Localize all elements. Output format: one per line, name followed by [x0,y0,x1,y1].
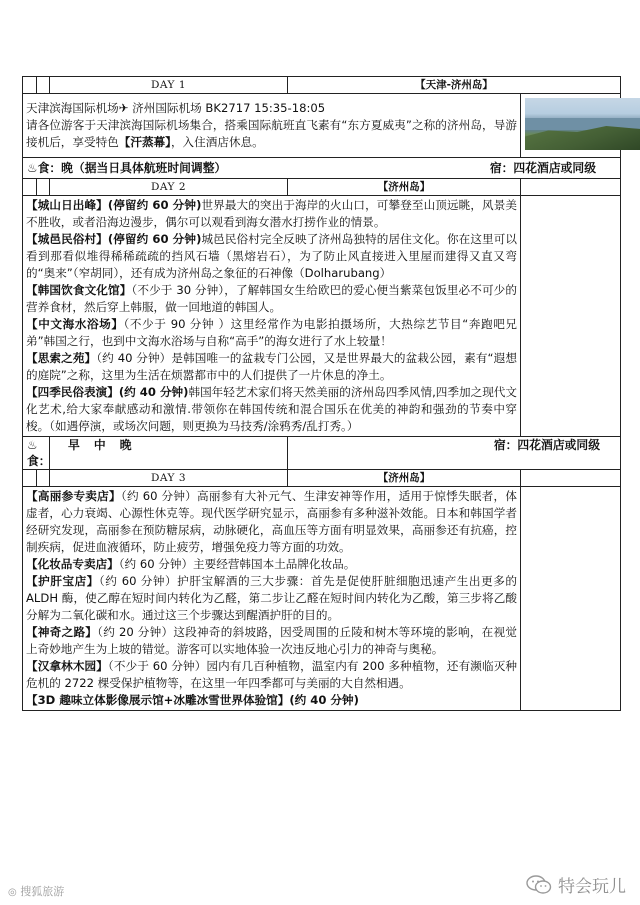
coast-photo [525,98,640,150]
day2-meals: 早 中 晚 [68,438,132,452]
day3-content-row [23,487,621,711]
itinerary-table [22,76,621,711]
list-item: 【中文海水浴场】（不少于 90 分钟 ）这里经常作为电影拍摄场所，大热综艺节目“奔跑吧兄弟”韩国之行，也到中文海水浴场与自称“高手”的海女进行了水上较量！ [26,317,517,348]
list-item: 【汉拿林木园】（不少于 60 分钟）园内有几百种植物，温室内有 200 多种植物，还有濒临灭种危机的 2722 棵受保护植物等，在这里一年四季都可与美丽的大自然相遇。 [26,659,517,690]
list-item: 【四季民俗表演】(约 40 分钟)韩国年轻艺术家们将天然美丽的济州岛四季风情,四季加之现代文化艺术,给大家奉献感动和激情.带领你在韩国传统和混合国乐在优美的神韵和强劲的节奏中穿梭。（如遇停演，或场次问题，则更换为马技秀/涂鸦秀/乱打秀。） [26,385,517,433]
day1-description [23,94,521,158]
day3-description [23,487,521,711]
day3-header-row [23,470,621,487]
day1-photo-cell [521,94,621,158]
list-item: 【化妆品专卖店】（约 60 分钟）主要经营韩国本土品牌化妆品。 [26,557,356,571]
day1-meal-row [23,158,621,179]
day1-label: DAY 1 [50,77,288,94]
sohu-logo-icon: ◎ [8,887,17,898]
day1-location: 【天津-济州岛】 [288,77,621,94]
day1-desc-bold: 【汗蒸幕】 [118,135,171,149]
day1-flight: 天津滨海国际机场✈ 济州国际机场 BK2717 15:35-18:05 [26,101,326,115]
day1-desc-a: 请各位游客于天津滨海国际机场集合，搭乘国际航班直飞素有“东方夏威夷”之称的济州岛，导游接机后，享受特色 [26,118,517,149]
wechat-icon [526,875,552,895]
itinerary-page [22,76,620,711]
day2-meal-row [23,437,621,470]
list-item: 【3D 趣味立体影像展示馆+冰雕冰雪世界体验馆】(约 40 分钟) [26,693,359,707]
day1-desc-b: ，入住酒店休息。 [170,135,264,149]
watermark-left: ◎ 搜狐旅游 [8,885,65,898]
day1-content-row [23,94,621,158]
day2-hotel: 宿：四花酒店或同级 [493,438,601,452]
list-item: 【城山日出峰】(停留约 60 分钟)世界最大的突出于海岸的火山口，可攀登至山顶远眺，风景美不胜收，或者沿海边漫步，偶尔可以观看到海女潜水打捞作业的情景。 [26,198,517,229]
day3-location: 【济州岛】 [288,470,521,487]
day2-header-row [23,179,621,196]
day2-meal-label: ♨食： [27,438,51,468]
day1-meal: ♨食：晚（据当日具体航班时间调整） [27,161,227,175]
list-item: 【思索之苑】（约 40 分钟）是韩国唯一的盆栽专门公园，又是世界最大的盆栽公园，素有“遐想的庭院”之称，这里为生活在烦嚣都市中的人们提供了一片休息的净土。 [26,351,517,382]
watermark-right: 特会玩儿 [526,872,626,897]
day3-label: DAY 3 [50,470,288,487]
list-item: 【韩国饮食文化馆】（不少于 30 分钟），了解韩国女生给欧巴的爱心便当紫菜包饭里必不可少的营养食材，然后穿上韩服，做一回地道的韩国人。 [26,283,517,314]
day2-label: DAY 2 [50,179,288,196]
list-item: 【城邑民俗村】(停留约 60 分钟)城邑民俗村完全反映了济州岛独特的居住文化。你在这里可以看到那看似堆得稀稀疏疏的挡风石墙（黑熔岩石），为了防止风直接进入里屋而建得又直又弯的“奥来”（窄胡同），还有成为济州岛之象征的石神像（Dolharubang） [26,232,517,280]
list-item: 【护肝宝店】（约 60 分钟）护肝宝解酒的三大步骤：首先是促使肝脏细胞迅速产生出更多的 ALDH 酶，使乙醇在短时间内转化为乙醛，第二步让乙醛在短时间内转化为乙酸，第三步将乙酸分解为二氧化碳和水。通过这三个步骤达到醒酒护肝的目的。 [26,574,517,622]
list-item: 【高丽参专卖店】（约 60 分钟）高丽参有大补元气、生津安神等作用，适用于惊悸失眠者，体虚者，心力衰竭、心源性休克等。现代医学研究显示，高丽参有多种滋补效能。日本和韩国学者经研究发现，高丽参在预防糖尿病，动脉硬化，高血压等方面有明显效果，高丽参还有抗癌，控制疾病，促进血液循环，防止疲劳，增强免疫力等方面的功效。 [26,489,517,554]
list-item: 【神奇之路】（约 20 分钟）这段神奇的斜坡路，因受周围的丘陵和树木等环境的影响，在视觉上奇妙地产生为上坡的错觉。游客可以实地体验一次违反地心引力的神奇与奥秘。 [26,625,517,656]
day1-header-row [23,77,621,94]
day1-hotel: 宿：四花酒店或同级 [489,161,597,175]
day2-content-row [23,196,621,437]
day2-location: 【济州岛】 [288,179,521,196]
day2-description [23,196,521,437]
